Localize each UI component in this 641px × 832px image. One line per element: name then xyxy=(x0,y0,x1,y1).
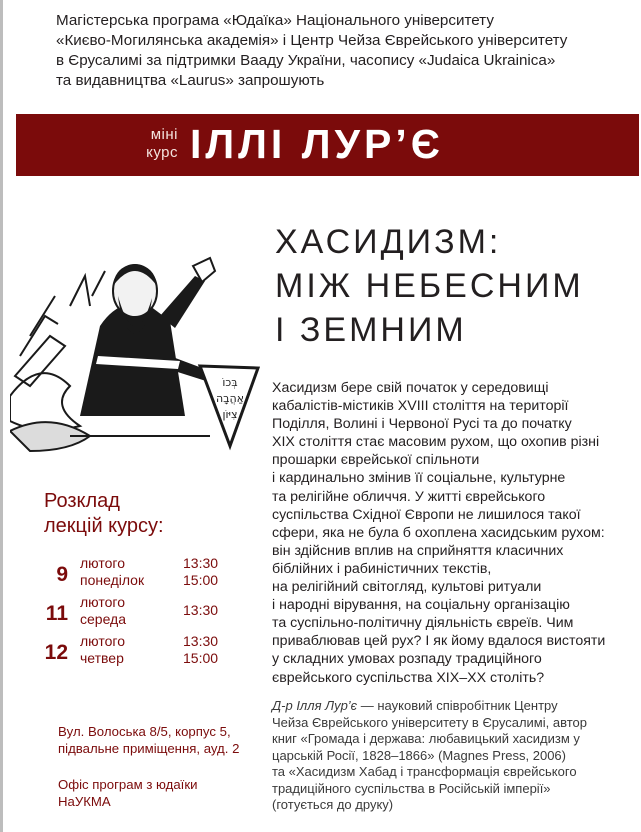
office-line: Офіс програм з юдаїки xyxy=(58,777,198,792)
author-bio-line: книг «Громада і держава: любавицький хасидизм у xyxy=(272,731,580,746)
description-line: суспільства Східної Європи не лишилося такої xyxy=(272,506,581,523)
schedule-row xyxy=(40,633,250,671)
description-line: біблійних і рабиністичних текстів, xyxy=(272,560,492,577)
hebrew-word: בְּכוֹ xyxy=(222,376,238,389)
course-title-line: МІЖ НЕБЕСНИМ xyxy=(275,267,584,305)
mini-label: міні xyxy=(150,126,178,143)
course-title-line: ХАСИДИЗМ: xyxy=(275,223,502,261)
schedule-month: лютого xyxy=(80,633,125,649)
author-bio-line xyxy=(272,698,634,715)
intro-line: та видавництва «Laurus» запрошують xyxy=(56,72,325,89)
lecturer-name: ІЛЛІ ЛУР’Є xyxy=(190,121,444,167)
author-bio xyxy=(272,698,634,814)
schedule-heading-line: лекцій курсу: xyxy=(44,515,164,537)
author-name: Д-р Ілля Лур’є xyxy=(272,698,358,713)
intro-line: «Києво-Могилянська академія» і Центр Чейза Єврейського університету xyxy=(56,32,568,49)
description-line: XIX століття стає масовим рухом, що охопив різні xyxy=(272,434,600,451)
mini-course-label xyxy=(110,126,178,162)
schedule-time: 15:00 xyxy=(183,650,219,666)
description-line: сфери, яка не була б охоплена хасидським рухом: xyxy=(272,524,605,541)
description-line: і кардинально змінив її соціальне, культурне xyxy=(272,470,566,487)
description-line: приваблював цей рух? І як йому вдалося вистояти xyxy=(272,633,606,650)
course-description xyxy=(272,379,634,687)
course-title-line: І ЗЕМНИМ xyxy=(275,311,467,349)
description-line: у складних умовах розпаду традиційного xyxy=(272,651,542,668)
schedule-weekday: понеділок xyxy=(80,572,145,588)
description-line: прошарки єврейської спільноти xyxy=(272,452,480,469)
schedule-month: лютого xyxy=(80,555,125,571)
course-label: курс xyxy=(146,144,178,161)
author-bio-line: Чейза Єврейського університету в Єрусалимі, автор xyxy=(272,714,587,730)
description-line: єврейського суспільства XIX–XX століть? xyxy=(272,669,545,686)
organizer-office xyxy=(58,776,197,810)
venue-address xyxy=(58,723,239,757)
schedule-time: 13:30 xyxy=(183,555,219,571)
description-line: та суспільно-політичну діяльність євреїв. Чим xyxy=(272,615,574,632)
description-line: він здійснив вплив на сприйняття класичних xyxy=(272,542,564,559)
schedule-day: 11 xyxy=(45,602,68,625)
author-bio-line: та «Хасидизм Хабад і трансформація єврейського xyxy=(272,764,577,779)
schedule-day: 9 xyxy=(56,563,68,586)
page-edge xyxy=(0,0,3,832)
schedule-row xyxy=(40,555,250,593)
hebrew-word: אַהֲבָה xyxy=(215,392,245,405)
schedule-time: 13:30 xyxy=(183,602,219,618)
hebrew-word: צִיּוֹן xyxy=(222,408,238,421)
schedule-heading xyxy=(44,489,164,539)
address-line: підвальне приміщення, ауд. 2 xyxy=(58,741,240,756)
description-line: Поділля, Волині і Червоної Русі та до початку xyxy=(272,416,572,433)
intro-line: Магістерська програма «Юдаїка» Національного університету xyxy=(56,12,494,29)
schedule-weekday: четвер xyxy=(80,650,124,666)
author-bio-line: (готується до друку) xyxy=(272,797,394,812)
course-title xyxy=(275,220,635,352)
schedule-weekday: середа xyxy=(80,611,127,627)
author-bio-line: царській Росії, 1828–1866» (Magnes Press, 2006) xyxy=(272,747,566,763)
schedule-row xyxy=(40,594,250,632)
description-line: Хасидизм бере свій початок у середовищі xyxy=(272,380,549,396)
address-line: Вул. Волоська 8/5, корпус 5, xyxy=(58,724,231,739)
schedule-heading-line: Розклад xyxy=(44,490,120,512)
intro-text xyxy=(56,11,626,91)
author-bio-line: традиційного суспільства в Російській імперії» xyxy=(272,780,551,796)
description-line: на релігійний світогляд, культові ритуали xyxy=(272,579,542,596)
intro-line: в Єрусалимі за підтримки Вааду України, часопису «Judaica Ukrainica» xyxy=(56,52,556,69)
description-line: кабалістів-містиків XVIII століття на території xyxy=(272,398,569,415)
description-line: і народні вірування, на соціальну організацію xyxy=(272,597,570,614)
hasid-engraving-icon xyxy=(10,236,260,456)
schedule-day: 12 xyxy=(44,641,68,664)
schedule-month: лютого xyxy=(80,594,125,610)
schedule-time: 13:30 xyxy=(183,633,219,649)
schedule-time: 15:00 xyxy=(183,572,219,588)
author-bio-text: — науковий співробітник Центру xyxy=(357,698,558,713)
office-line: НаУКМА xyxy=(58,794,111,809)
description-line: та релігійне обличчя. У житті єврейського xyxy=(272,488,546,505)
